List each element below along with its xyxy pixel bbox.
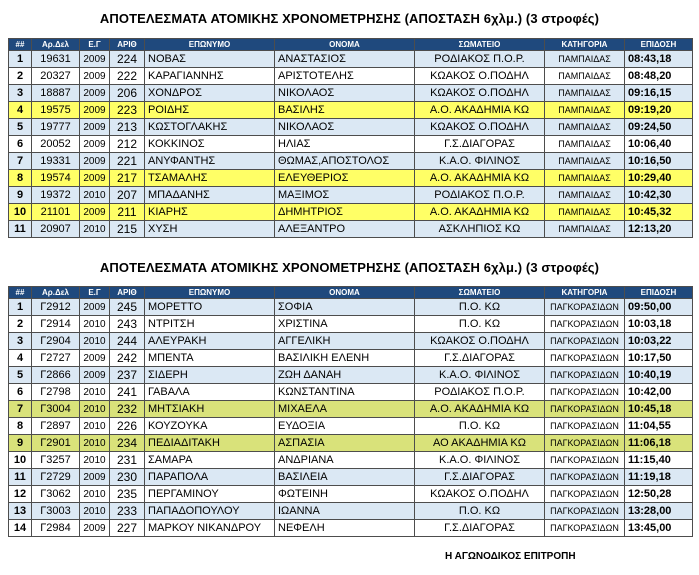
first-name-cell: ΧΡΙΣΤΙΝΑ <box>275 316 415 333</box>
position-cell: 11 <box>9 221 32 238</box>
bib-number-cell: 221 <box>110 153 145 170</box>
club-cell: ΑΟ ΑΚΑΔΗΜΙΑ ΚΩ <box>415 435 545 452</box>
position-cell: 14 <box>9 520 32 537</box>
license-cell: Γ2984 <box>32 520 80 537</box>
bib-number-cell: 223 <box>110 102 145 119</box>
position-cell: 4 <box>9 350 32 367</box>
club-cell: ΡΟΔΙΑΚΟΣ Π.Ο.Ρ. <box>415 187 545 204</box>
section1-title: ΑΠΟΤΕΛΕΣΜΑΤΑ ΑΤΟΜΙΚΗΣ ΧΡΟΝΟΜΕΤΡΗΣΗΣ (ΑΠΟΣΤΑΣΗ 6χλμ.) (3 στροφές) <box>99 11 600 26</box>
category-cell: ΠΑΜΠΑΙΔΑΣ <box>545 85 625 102</box>
position-cell: 7 <box>9 153 32 170</box>
column-header: ΑΡΙΘ <box>110 39 145 51</box>
position-cell: 9 <box>9 187 32 204</box>
license-cell: 20052 <box>32 136 80 153</box>
license-cell: Γ2904 <box>32 333 80 350</box>
position-cell: 6 <box>9 384 32 401</box>
category-cell: ΠΑΓΚΟΡΑΣΙΔΩΝ <box>545 418 625 435</box>
bib-number-cell: 233 <box>110 503 145 520</box>
category-cell: ΠΑΓΚΟΡΑΣΙΔΩΝ <box>545 503 625 520</box>
table-row <box>9 435 693 452</box>
position-cell: 8 <box>9 418 32 435</box>
bib-number-cell: 241 <box>110 384 145 401</box>
license-cell: 19331 <box>32 153 80 170</box>
club-cell: Κ.Α.Ο. ΦΙΛΙΝΟΣ <box>415 452 545 469</box>
position-cell: 12 <box>9 486 32 503</box>
birth-year-cell: 2009 <box>80 520 110 537</box>
club-cell: Π.Ο. ΚΩ <box>415 316 545 333</box>
category-cell: ΠΑΜΠΑΙΔΑΣ <box>545 51 625 68</box>
license-cell: Γ2729 <box>32 469 80 486</box>
surname-cell: ΤΣΑΜΑΛΗΣ <box>145 170 275 187</box>
category-cell: ΠΑΜΠΑΙΔΑΣ <box>545 221 625 238</box>
club-cell: ΚΩΑΚΟΣ Ο.ΠΟΔΗΛ <box>415 68 545 85</box>
column-header: ΕΠΩΝΥΜΟ <box>145 39 275 51</box>
category-cell: ΠΑΓΚΟΡΑΣΙΔΩΝ <box>545 401 625 418</box>
position-cell: 3 <box>9 333 32 350</box>
surname-cell: ΠΑΡΑΠΟΛΑ <box>145 469 275 486</box>
club-cell: ΚΩΑΚΟΣ Ο.ΠΟΔΗΛ <box>415 119 545 136</box>
birth-year-cell: 2009 <box>80 367 110 384</box>
position-cell: 1 <box>9 51 32 68</box>
birth-year-cell: 2010 <box>80 452 110 469</box>
license-cell: Γ2901 <box>32 435 80 452</box>
surname-cell: ΝΟΒΑΣ <box>145 51 275 68</box>
time-cell: 08:43,18 <box>625 51 693 68</box>
surname-cell: ΚΟΚΚΙΝΟΣ <box>145 136 275 153</box>
category-cell: ΠΑΓΚΟΡΑΣΙΔΩΝ <box>545 384 625 401</box>
license-cell: 21101 <box>32 204 80 221</box>
time-cell: 11:15,40 <box>625 452 693 469</box>
birth-year-cell: 2009 <box>80 204 110 221</box>
license-cell: Γ2866 <box>32 367 80 384</box>
surname-cell: ΣΙΔΕΡΗ <box>145 367 275 384</box>
category-cell: ΠΑΓΚΟΡΑΣΙΔΩΝ <box>545 469 625 486</box>
table-row <box>9 187 693 204</box>
birth-year-cell: 2010 <box>80 418 110 435</box>
surname-cell: ΠΑΠΑΔΟΠΟΥΛΟΥ <box>145 503 275 520</box>
birth-year-cell: 2009 <box>80 51 110 68</box>
position-cell: 9 <box>9 435 32 452</box>
footer-signature: Η ΑΓΩΝΟΔΙΚΟΣ ΕΠΙΤΡΟΠΗ <box>445 551 576 562</box>
column-header: ΕΠΙΔΟΣΗ <box>625 39 693 51</box>
club-cell: Α.Ο. ΑΚΑΔΗΜΙΑ ΚΩ <box>415 102 545 119</box>
bib-number-cell: 232 <box>110 401 145 418</box>
surname-cell: ΚΙΑΡΗΣ <box>145 204 275 221</box>
table-row <box>9 503 693 520</box>
birth-year-cell: 2009 <box>80 68 110 85</box>
birth-year-cell: 2009 <box>80 102 110 119</box>
surname-cell: ΧΟΝΔΡΟΣ <box>145 85 275 102</box>
time-cell: 13:45,00 <box>625 520 693 537</box>
table-header-row <box>9 39 693 51</box>
first-name-cell: ΒΑΣΙΛΕΙΑ <box>275 469 415 486</box>
surname-cell: ΑΝΥΦΑΝΤΗΣ <box>145 153 275 170</box>
license-cell: Γ3257 <box>32 452 80 469</box>
birth-year-cell: 2009 <box>80 299 110 316</box>
first-name-cell: ΜΙΧΑΕΛΑ <box>275 401 415 418</box>
club-cell: Γ.Σ.ΔΙΑΓΟΡΑΣ <box>415 350 545 367</box>
bib-number-cell: 243 <box>110 316 145 333</box>
position-cell: 10 <box>9 452 32 469</box>
time-cell: 10:45,18 <box>625 401 693 418</box>
license-cell: Γ2798 <box>32 384 80 401</box>
first-name-cell: ΝΕΦΕΛΗ <box>275 520 415 537</box>
column-header: ## <box>9 39 32 51</box>
column-header: ΚΑΤΗΓΟΡΙΑ <box>545 287 625 299</box>
club-cell: Κ.Α.Ο. ΦΙΛΙΝΟΣ <box>415 367 545 384</box>
license-cell: 19575 <box>32 102 80 119</box>
time-cell: 09:24,50 <box>625 119 693 136</box>
table-row <box>9 136 693 153</box>
license-cell: 19777 <box>32 119 80 136</box>
surname-cell: ΠΕΡΓΑΜΙΝΟΥ <box>145 486 275 503</box>
time-cell: 10:03,22 <box>625 333 693 350</box>
category-cell: ΠΑΜΠΑΙΔΑΣ <box>545 68 625 85</box>
club-cell: Α.Ο. ΑΚΑΔΗΜΙΑ ΚΩ <box>415 204 545 221</box>
first-name-cell: ΙΩΑΝΝΑ <box>275 503 415 520</box>
table-row <box>9 119 693 136</box>
position-cell: 2 <box>9 316 32 333</box>
first-name-cell: ΔΗΜΗΤΡΙΟΣ <box>275 204 415 221</box>
surname-cell: ΚΩΣΤΟΓΛΑΚΗΣ <box>145 119 275 136</box>
table-row <box>9 486 693 503</box>
column-header: ## <box>9 287 32 299</box>
position-cell: 5 <box>9 119 32 136</box>
birth-year-cell: 2010 <box>80 316 110 333</box>
bib-number-cell: 230 <box>110 469 145 486</box>
category-cell: ΠΑΓΚΟΡΑΣΙΔΩΝ <box>545 435 625 452</box>
club-cell: ΚΩΑΚΟΣ Ο.ΠΟΔΗΛ <box>415 486 545 503</box>
birth-year-cell: 2010 <box>80 384 110 401</box>
category-cell: ΠΑΜΠΑΙΔΑΣ <box>545 153 625 170</box>
table-row <box>9 221 693 238</box>
position-cell: 10 <box>9 204 32 221</box>
surname-cell: ΚΟΥΖΟΥΚΑ <box>145 418 275 435</box>
time-cell: 10:45,32 <box>625 204 693 221</box>
bib-number-cell: 235 <box>110 486 145 503</box>
birth-year-cell: 2009 <box>80 469 110 486</box>
bib-number-cell: 245 <box>110 299 145 316</box>
table-row <box>9 68 693 85</box>
first-name-cell: ΖΩΗ ΔΑΝΑΗ <box>275 367 415 384</box>
time-cell: 09:19,20 <box>625 102 693 119</box>
license-cell: Γ3003 <box>32 503 80 520</box>
bib-number-cell: 227 <box>110 520 145 537</box>
table-row <box>9 299 693 316</box>
category-cell: ΠΑΓΚΟΡΑΣΙΔΩΝ <box>545 486 625 503</box>
category-cell: ΠΑΓΚΟΡΑΣΙΔΩΝ <box>545 367 625 384</box>
birth-year-cell: 2010 <box>80 221 110 238</box>
club-cell: Γ.Σ.ΔΙΑΓΟΡΑΣ <box>415 469 545 486</box>
birth-year-cell: 2010 <box>80 503 110 520</box>
time-cell: 10:40,19 <box>625 367 693 384</box>
category-cell: ΠΑΓΚΟΡΑΣΙΔΩΝ <box>545 520 625 537</box>
time-cell: 10:17,50 <box>625 350 693 367</box>
table-row <box>9 333 693 350</box>
results-table-girls <box>8 286 693 537</box>
results-table-boys <box>8 38 693 238</box>
license-cell: 20907 <box>32 221 80 238</box>
club-cell: Γ.Σ.ΔΙΑΓΟΡΑΣ <box>415 136 545 153</box>
category-cell: ΠΑΜΠΑΙΔΑΣ <box>545 102 625 119</box>
category-cell: ΠΑΜΠΑΙΔΑΣ <box>545 170 625 187</box>
license-cell: 19372 <box>32 187 80 204</box>
table-row <box>9 316 693 333</box>
bib-number-cell: 207 <box>110 187 145 204</box>
club-cell: Π.Ο. ΚΩ <box>415 503 545 520</box>
bib-number-cell: 231 <box>110 452 145 469</box>
club-cell: Κ.Α.Ο. ΦΙΛΙΝΟΣ <box>415 153 545 170</box>
bib-number-cell: 206 <box>110 85 145 102</box>
category-cell: ΠΑΓΚΟΡΑΣΙΔΩΝ <box>545 350 625 367</box>
first-name-cell: ΑΓΓΕΛΙΚΗ <box>275 333 415 350</box>
license-cell: Γ3004 <box>32 401 80 418</box>
first-name-cell: ΑΝΑΣΤΑΣΙΟΣ <box>275 51 415 68</box>
position-cell: 11 <box>9 469 32 486</box>
time-cell: 08:48,20 <box>625 68 693 85</box>
table-row <box>9 51 693 68</box>
table-row <box>9 350 693 367</box>
time-cell: 09:50,00 <box>625 299 693 316</box>
column-header: Αρ.Δελ <box>32 287 80 299</box>
birth-year-cell: 2010 <box>80 435 110 452</box>
table-row <box>9 153 693 170</box>
first-name-cell: ΗΛΙΑΣ <box>275 136 415 153</box>
time-cell: 11:06,18 <box>625 435 693 452</box>
birth-year-cell: 2009 <box>80 350 110 367</box>
club-cell: Π.Ο. ΚΩ <box>415 299 545 316</box>
surname-cell: ΧΥΣΗ <box>145 221 275 238</box>
first-name-cell: ΑΡΙΣΤΟΤΕΛΗΣ <box>275 68 415 85</box>
birth-year-cell: 2010 <box>80 401 110 418</box>
first-name-cell: ΕΛΕΥΘΕΡΙΟΣ <box>275 170 415 187</box>
first-name-cell: ΒΑΣΙΛΙΚΗ ΕΛΕΝΗ <box>275 350 415 367</box>
time-cell: 11:04,55 <box>625 418 693 435</box>
category-cell: ΠΑΜΠΑΙΔΑΣ <box>545 204 625 221</box>
bib-number-cell: 215 <box>110 221 145 238</box>
license-cell: Γ2727 <box>32 350 80 367</box>
category-cell: ΠΑΓΚΟΡΑΣΙΔΩΝ <box>545 316 625 333</box>
club-cell: ΚΩΑΚΟΣ Ο.ΠΟΔΗΛ <box>415 85 545 102</box>
club-cell: Α.Ο. ΑΚΑΔΗΜΙΑ ΚΩ <box>415 401 545 418</box>
table-row <box>9 401 693 418</box>
surname-cell: ΚΑΡΑΓΙΑΝΝΗΣ <box>145 68 275 85</box>
time-cell: 10:42,30 <box>625 187 693 204</box>
surname-cell: ΜΠΕΝΤΑ <box>145 350 275 367</box>
first-name-cell: ΝΙΚΟΛΑΟΣ <box>275 85 415 102</box>
category-cell: ΠΑΜΠΑΙΔΑΣ <box>545 187 625 204</box>
surname-cell: ΡΟΙΔΗΣ <box>145 102 275 119</box>
section2-title: ΑΠΟΤΕΛΕΣΜΑΤΑ ΑΤΟΜΙΚΗΣ ΧΡΟΝΟΜΕΤΡΗΣΗΣ (ΑΠΟΣΤΑΣΗ 6χλμ.) (3 στροφές) <box>99 260 600 275</box>
license-cell: 19631 <box>32 51 80 68</box>
table-row <box>9 452 693 469</box>
column-header: Ε.Γ <box>80 39 110 51</box>
position-cell: 4 <box>9 102 32 119</box>
license-cell: 20327 <box>32 68 80 85</box>
table-row <box>9 469 693 486</box>
category-cell: ΠΑΓΚΟΡΑΣΙΔΩΝ <box>545 333 625 350</box>
first-name-cell: ΣΟΦΙΑ <box>275 299 415 316</box>
surname-cell: ΝΤΡΙΤΣΗ <box>145 316 275 333</box>
time-cell: 10:42,00 <box>625 384 693 401</box>
column-header: ΑΡΙΘ <box>110 287 145 299</box>
birth-year-cell: 2010 <box>80 333 110 350</box>
surname-cell: ΜΟΡΕΤΤΟ <box>145 299 275 316</box>
category-cell: ΠΑΜΠΑΙΔΑΣ <box>545 136 625 153</box>
table-row <box>9 102 693 119</box>
time-cell: 10:16,50 <box>625 153 693 170</box>
birth-year-cell: 2009 <box>80 170 110 187</box>
birth-year-cell: 2009 <box>80 119 110 136</box>
position-cell: 1 <box>9 299 32 316</box>
bib-number-cell: 213 <box>110 119 145 136</box>
license-cell: Γ3062 <box>32 486 80 503</box>
first-name-cell: ΕΥΔΟΞΙΑ <box>275 418 415 435</box>
table-row <box>9 85 693 102</box>
time-cell: 10:03,18 <box>625 316 693 333</box>
time-cell: 12:13,20 <box>625 221 693 238</box>
table-row <box>9 170 693 187</box>
surname-cell: ΓΑΒΑΛΑ <box>145 384 275 401</box>
position-cell: 3 <box>9 85 32 102</box>
bib-number-cell: 211 <box>110 204 145 221</box>
birth-year-cell: 2009 <box>80 153 110 170</box>
license-cell: Γ2912 <box>32 299 80 316</box>
surname-cell: ΣΑΜΑΡΑ <box>145 452 275 469</box>
bib-number-cell: 217 <box>110 170 145 187</box>
column-header: ΟΝΟΜΑ <box>275 39 415 51</box>
time-cell: 09:16,15 <box>625 85 693 102</box>
table-header-row <box>9 287 693 299</box>
time-cell: 10:29,40 <box>625 170 693 187</box>
first-name-cell: ΜΑΞΙΜΟΣ <box>275 187 415 204</box>
first-name-cell: ΑΛΕΞΑΝΤΡΟ <box>275 221 415 238</box>
club-cell: ΡΟΔΙΑΚΟΣ Π.Ο.Ρ. <box>415 51 545 68</box>
bib-number-cell: 212 <box>110 136 145 153</box>
position-cell: 2 <box>9 68 32 85</box>
column-header: ΟΝΟΜΑ <box>275 287 415 299</box>
bib-number-cell: 222 <box>110 68 145 85</box>
table-row <box>9 418 693 435</box>
time-cell: 11:19,18 <box>625 469 693 486</box>
bib-number-cell: 244 <box>110 333 145 350</box>
position-cell: 8 <box>9 170 32 187</box>
first-name-cell: ΚΩΝΣΤΑΝΤΙΝΑ <box>275 384 415 401</box>
first-name-cell: ΑΣΠΑΣΙΑ <box>275 435 415 452</box>
table-row <box>9 367 693 384</box>
first-name-cell: ΒΑΣΙΛΗΣ <box>275 102 415 119</box>
surname-cell: ΠΕΔΙΑΔΙΤΑΚΗ <box>145 435 275 452</box>
position-cell: 6 <box>9 136 32 153</box>
bib-number-cell: 237 <box>110 367 145 384</box>
license-cell: Γ2897 <box>32 418 80 435</box>
surname-cell: ΜΗΤΣΙΑΚΗ <box>145 401 275 418</box>
club-cell: ΑΣΚΛΗΠΙΟΣ ΚΩ <box>415 221 545 238</box>
column-header: ΣΩΜΑΤΕΙΟ <box>415 39 545 51</box>
column-header: Αρ.Δελ <box>32 39 80 51</box>
category-cell: ΠΑΜΠΑΙΔΑΣ <box>545 119 625 136</box>
first-name-cell: ΘΩΜΑΣ,ΑΠΟΣΤΟΛΟΣ <box>275 153 415 170</box>
table-row <box>9 204 693 221</box>
club-cell: ΡΟΔΙΑΚΟΣ Π.Ο.Ρ. <box>415 384 545 401</box>
birth-year-cell: 2010 <box>80 187 110 204</box>
license-cell: Γ2914 <box>32 316 80 333</box>
surname-cell: ΜΠΑΔΑΝΗΣ <box>145 187 275 204</box>
first-name-cell: ΦΩΤΕΙΝΗ <box>275 486 415 503</box>
table-row <box>9 520 693 537</box>
position-cell: 13 <box>9 503 32 520</box>
club-cell: ΚΩΑΚΟΣ Ο.ΠΟΔΗΛ <box>415 333 545 350</box>
club-cell: Γ.Σ.ΔΙΑΓΟΡΑΣ <box>415 520 545 537</box>
category-cell: ΠΑΓΚΟΡΑΣΙΔΩΝ <box>545 299 625 316</box>
license-cell: 18887 <box>32 85 80 102</box>
club-cell: Α.Ο. ΑΚΑΔΗΜΙΑ ΚΩ <box>415 170 545 187</box>
first-name-cell: ΝΙΚΟΛΑΟΣ <box>275 119 415 136</box>
surname-cell: ΜΑΡΚΟΥ ΝΙΚΑΝΔΡΟΥ <box>145 520 275 537</box>
bib-number-cell: 226 <box>110 418 145 435</box>
category-cell: ΠΑΓΚΟΡΑΣΙΔΩΝ <box>545 452 625 469</box>
club-cell: Π.Ο. ΚΩ <box>415 418 545 435</box>
position-cell: 7 <box>9 401 32 418</box>
birth-year-cell: 2009 <box>80 136 110 153</box>
bib-number-cell: 234 <box>110 435 145 452</box>
bib-number-cell: 224 <box>110 51 145 68</box>
birth-year-cell: 2009 <box>80 85 110 102</box>
first-name-cell: ΑΝΔΡΙΑΝΑ <box>275 452 415 469</box>
time-cell: 13:28,00 <box>625 503 693 520</box>
column-header: ΕΠΩΝΥΜΟ <box>145 287 275 299</box>
column-header: Ε.Γ <box>80 287 110 299</box>
birth-year-cell: 2010 <box>80 486 110 503</box>
bib-number-cell: 242 <box>110 350 145 367</box>
position-cell: 5 <box>9 367 32 384</box>
time-cell: 12:50,28 <box>625 486 693 503</box>
time-cell: 10:06,40 <box>625 136 693 153</box>
column-header: ΚΑΤΗΓΟΡΙΑ <box>545 39 625 51</box>
column-header: ΣΩΜΑΤΕΙΟ <box>415 287 545 299</box>
column-header: ΕΠΙΔΟΣΗ <box>625 287 693 299</box>
surname-cell: ΑΛΕΥΡΑΚΗ <box>145 333 275 350</box>
table-row <box>9 384 693 401</box>
license-cell: 19574 <box>32 170 80 187</box>
